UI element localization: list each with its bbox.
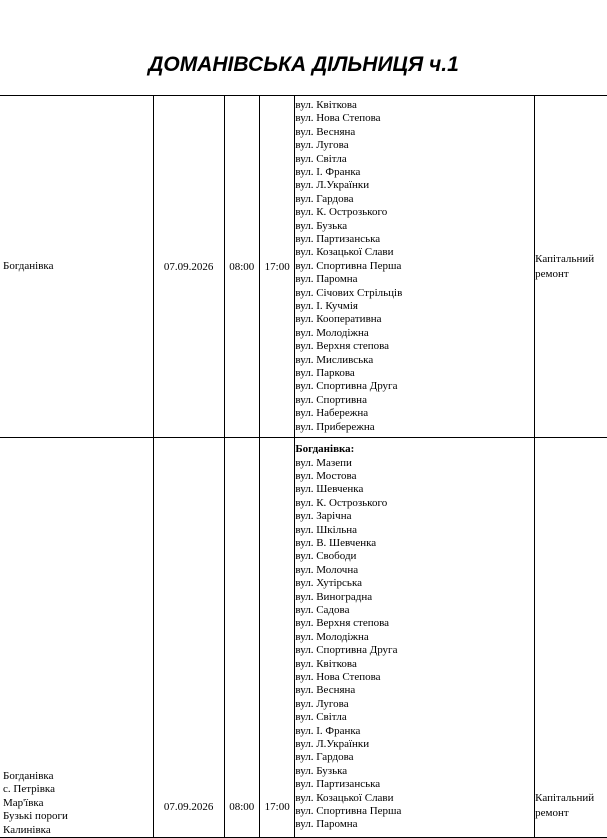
street-name: вул. Бузька — [295, 219, 348, 232]
location-cell — [0, 438, 153, 838]
street-name: вул. Спортивна Друга — [295, 644, 398, 657]
street-name: вул. Паромна — [295, 818, 358, 831]
street-name: вул. Лугова — [295, 697, 349, 710]
street-name: вул. Кооперативна — [295, 313, 382, 326]
street-name: вул. Гардова — [295, 192, 354, 205]
street-name: вул. Спортивна — [295, 393, 367, 406]
street-name: вул. Козацької Слави — [295, 791, 394, 804]
date-cell: 07.09.2026 — [153, 438, 224, 838]
street-name: вул. Мазепи — [295, 456, 352, 469]
street-name: вул. В. Шевченка — [295, 536, 377, 549]
street-name: вул. Л.Українки — [295, 738, 370, 751]
street-name: вул. Виноградна — [295, 590, 373, 603]
street-name: вул. Зарічна — [295, 510, 352, 523]
street-name: вул. Мисливська — [295, 353, 374, 366]
street-name: вул. Лугова — [295, 139, 349, 152]
street-name: вул. Нова Степова — [295, 671, 381, 684]
work-type-label: Капітальний ремонт — [535, 792, 595, 819]
street-name: вул. Набережна — [295, 407, 369, 420]
street-name: вул. К. Острозького — [295, 206, 388, 219]
page-title: ДОМАНІВСЬКА ДІЛЬНИЦЯ ч.1 — [148, 53, 459, 76]
street-name: вул. І. Кучмія — [295, 300, 358, 313]
street-name: вул. Світла — [295, 152, 347, 165]
schedule-row — [0, 96, 607, 438]
streets-cell — [295, 96, 535, 438]
street-name: вул. Гардова — [295, 751, 354, 764]
location-name: Калинівка — [3, 823, 51, 836]
street-name: вул. Шевченка — [295, 483, 364, 496]
street-name: вул. Прибережна — [295, 420, 375, 433]
street-name: вул. Хутірська — [295, 577, 363, 590]
schedule-table — [0, 95, 607, 838]
work-type-cell — [535, 96, 607, 438]
street-name: вул. Весняна — [295, 125, 356, 138]
location-name: Бузькі пороги — [3, 810, 68, 823]
street-name: вул. Паромна — [295, 273, 358, 286]
street-name: вул. Козацької Слави — [295, 246, 394, 259]
street-name: вул. І. Франка — [295, 724, 361, 737]
schedule-body — [0, 96, 607, 838]
street-name: вул. Весняна — [295, 684, 356, 697]
street-name: вул. Партизанська — [295, 778, 381, 791]
street-name: вул. Спортивна Друга — [295, 380, 398, 393]
schedule-row — [0, 438, 607, 838]
street-name: вул. І. Франка — [295, 165, 361, 178]
street-name: вул. Бузька — [295, 764, 348, 777]
street-name: вул. Січових Стрільців — [295, 286, 403, 299]
location-name: Богданівка — [3, 259, 54, 272]
street-name: вул. Молодіжна — [295, 326, 369, 339]
street-name: вул. Свободи — [295, 550, 357, 563]
end-time-cell: 17:00 — [259, 438, 294, 838]
street-name: вул. Молодіжна — [295, 630, 369, 643]
street-name: вул. Садова — [295, 603, 350, 616]
street-name: вул. Л.Українки — [295, 179, 370, 192]
start-time-cell: 08:00 — [224, 96, 259, 438]
street-name: вул. Спортивна Перша — [295, 259, 402, 272]
start-time-cell: 08:00 — [224, 438, 259, 838]
street-name: вул. Верхня степова — [295, 340, 390, 353]
street-name: вул. Квіткова — [295, 98, 357, 111]
street-name: вул. К. Острозького — [295, 496, 388, 509]
streets-cell — [295, 438, 535, 838]
street-name: вул. Верхня степова — [295, 617, 390, 630]
location-name: с. Петрівка — [3, 783, 55, 796]
location-name: Богданівка — [3, 769, 54, 782]
streets-header: Богданівка: — [295, 443, 355, 456]
work-type-label: Капітальний ремонт — [535, 252, 595, 280]
street-name: вул. Світла — [295, 711, 347, 724]
location-cell — [0, 96, 153, 438]
location-name: Мар'ївка — [3, 796, 44, 809]
street-name: вул. Партизанська — [295, 232, 381, 245]
street-name: вул. Нова Степова — [295, 112, 381, 125]
street-name: вул. Мостова — [295, 469, 357, 482]
street-name: вул. Молочна — [295, 563, 359, 576]
date-cell: 07.09.2026 — [153, 96, 224, 438]
street-name: вул. Спортивна Перша — [295, 805, 402, 818]
end-time-cell: 17:00 — [259, 96, 294, 438]
street-name: вул. Паркова — [295, 367, 355, 380]
work-type-cell — [535, 438, 607, 838]
street-name: вул. Квіткова — [295, 657, 357, 670]
street-name: вул. Шкільна — [295, 523, 357, 536]
